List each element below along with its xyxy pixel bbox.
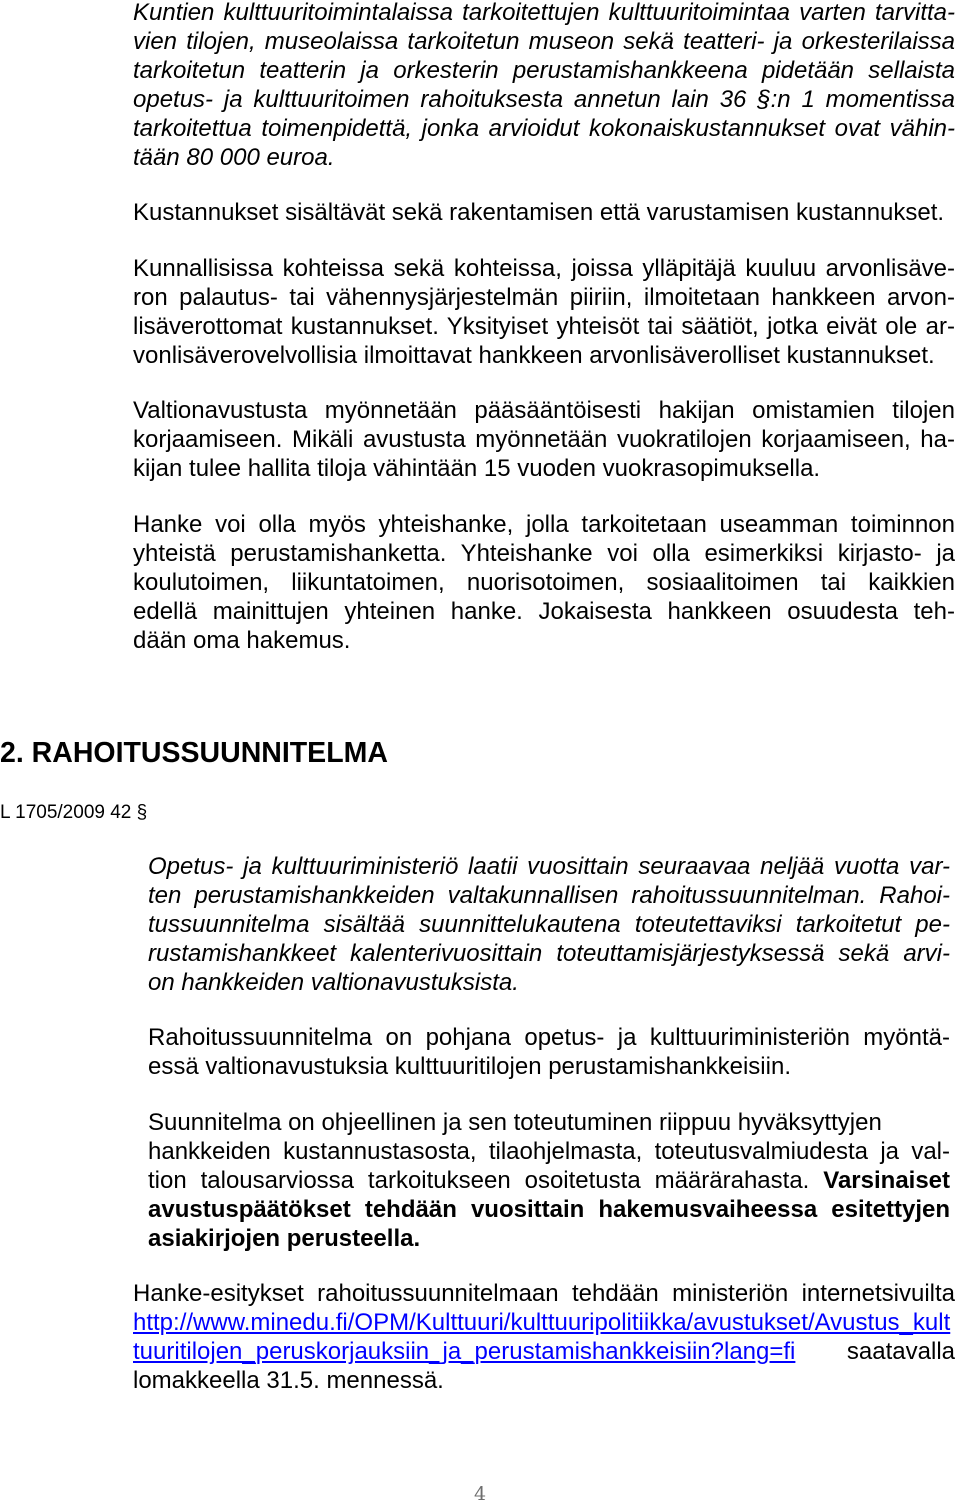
text-line: yhteistä perustamishanketta. Yhteishanke voi olla esimerkiksi kirjasto- ja (133, 540, 955, 567)
text-segment: saatavalla (846, 1338, 955, 1365)
intro-paragraph-4 (133, 396, 955, 483)
law-reference: L 1705/2009 42 § (0, 802, 148, 823)
text-line: kijan tulee hallita tiloja vähintään 15 vuoden vuokrasopimuksella. (133, 455, 821, 482)
text-line: ron palautus- tai vähennysjärjestelmän piiriin, ilmoitetaan hankkeen arvon- (133, 284, 955, 311)
link-line (133, 1337, 955, 1366)
minedu-link-part-1[interactable]: http://www.minedu.fi/OPM/Kulttuuri/kulttuuripolitiikka/avustukset/Avustus_kult (133, 1309, 951, 1336)
intro-paragraph-3 (133, 254, 955, 370)
text-line: on hankkeiden valtionavustuksista. (148, 969, 519, 996)
text-line: vonlisäverovelvollisia ilmoittavat hankkeen arvonlisäverolliset kustannukset. (133, 342, 935, 369)
bold-text-line: asiakirjojen perusteella. (148, 1225, 421, 1252)
text-line: Hanke voi olla myös yhteishanke, jolla tarkoitetaan useamman toiminnon (133, 511, 955, 538)
intro-paragraph-5 (133, 510, 955, 655)
text-line: rustamishankkeet kalenterivuosittain toteuttamisjärjestyksessä sekä arvi- (148, 940, 950, 967)
text-line: Opetus- ja kulttuuriministeriö laatii vuosittain seuraavaa neljää vuotta var- (148, 853, 950, 880)
bold-text-line: avustuspäätökset tehdään vuosittain hakemusvaiheessa esitettyjen (148, 1196, 950, 1223)
text-line: opetus- ja kulttuuritoimen rahoituksesta annetun lain 36 §:n 1 momentissa (133, 86, 955, 113)
text-line: koulutoimen, liikuntatoimen, nuorisotoimen, sosiaalitoimen tai kaikkien (133, 569, 955, 596)
text-line: lomakkeella 31.5. mennessä. (133, 1367, 444, 1394)
section2-paragraph-4 (133, 1279, 955, 1395)
text-line: korjaamiseen. Mikäli avustusta myönnetään vuokratilojen korjaamiseen, ha- (133, 426, 955, 453)
intro-paragraph-2 (133, 198, 955, 227)
section-heading: 2. RAHOITUSSUUNNITELMA (0, 737, 388, 769)
text-line: Kuntien kulttuuritoimintalaissa tarkoitettujen kulttuuritoimintaa varten tarvitta- (133, 0, 955, 26)
section2-paragraph-3 (148, 1108, 950, 1253)
text-line: Valtionavustusta myönnetään pääsääntöisesti hakijan omistamien tilojen (133, 397, 955, 424)
text-line: Kustannukset sisältävät sekä rakentamisen että varustamisen kustannukset. (133, 199, 945, 226)
text-line: tarkoitetun teatterin ja orkesterin perustamishankkeena pidetään sellaista (133, 57, 955, 84)
text-line: Kunnallisissa kohteissa sekä kohteissa, joissa ylläpitäjä kuuluu arvonlisäve- (133, 255, 955, 282)
text-line: vien tilojen, museolaissa tarkoitetun museon sekä teatteri- ja orkesterilaissa (133, 28, 955, 55)
text-line: ten perustamishankkeiden valtakunnallisen rahoitussuunnitelman. Rahoi- (148, 882, 950, 909)
bold-text-segment: Varsinaiset (823, 1167, 951, 1194)
text-segment: tion talousarviossa tarkoitukseen osoitetusta määrärahasta. (148, 1167, 810, 1194)
page-number: 4 (473, 1483, 487, 1505)
minedu-link-part-2[interactable]: tuuritilojen_peruskorjauksiin_ja_perustamishankkeisiin?lang=fi (133, 1338, 796, 1365)
text-line: Suunnitelma on ohjeellinen ja sen toteutuminen riippuu hyväksyttyjen (148, 1109, 882, 1136)
text-line: tarkoitettua toimenpidettä, jonka arvioidut kokonaiskustannukset ovat vähin- (133, 115, 955, 142)
text-line: edellä mainittujen yhteinen hanke. Jokaisesta hankkeen osuudesta teh- (133, 598, 955, 625)
section2-paragraph-1 (148, 852, 950, 997)
text-line: lisäverottomat kustannukset. Yksityiset yhteisöt tai säätiöt, jotka eivät ole ar- (133, 313, 955, 340)
text-line: hankkeiden kustannustasosta, tilaohjelmasta, toteutusvalmiudesta ja val- (148, 1138, 950, 1165)
text-line: dään oma hakemus. (133, 627, 351, 654)
link-line (133, 1308, 955, 1337)
text-line: essä valtionavustuksia kulttuuritilojen perustamishankkeisiin. (148, 1053, 791, 1080)
text-line (148, 1166, 950, 1195)
text-line: Hanke-esitykset rahoitussuunnitelmaan tehdään ministeriön internetsivuilta (133, 1280, 955, 1307)
intro-paragraph-1 (133, 0, 955, 172)
section2-paragraph-2 (148, 1023, 950, 1081)
text-line: tään 80 000 euroa. (133, 144, 335, 171)
text-line: Rahoitussuunnitelma on pohjana opetus- ja kulttuuriministeriön myöntä- (148, 1024, 950, 1051)
text-line: tussuunnitelma sisältää suunnittelukautena toteutettaviksi tarkoitetut pe- (148, 911, 950, 938)
